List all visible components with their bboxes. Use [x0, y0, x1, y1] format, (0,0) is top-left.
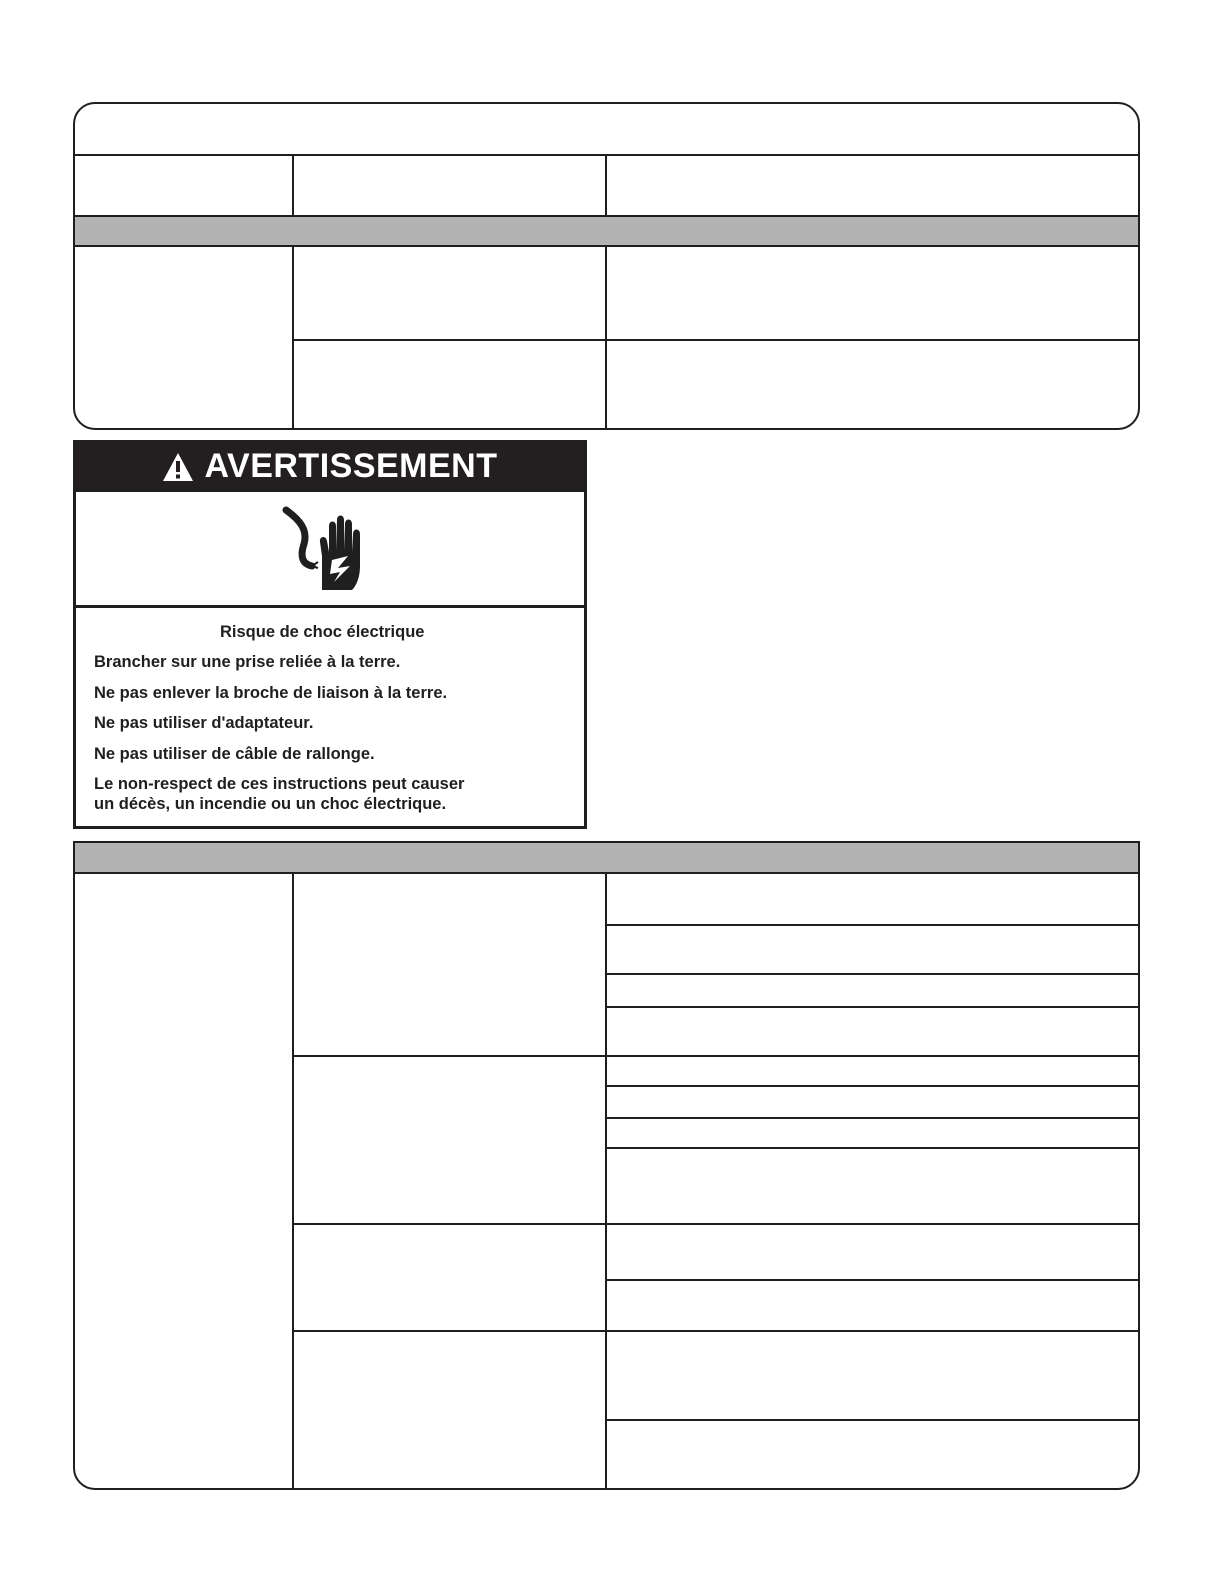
bottom-table-group-rule-3	[293, 1330, 1140, 1332]
warning-pictogram-area	[76, 490, 584, 608]
warning-label: AVERTISSEMENT	[204, 447, 498, 485]
warning-hazard-title: Risque de choc électrique	[220, 623, 425, 641]
top-table-col-divider-1-lower	[292, 246, 294, 429]
electric-shock-hand-icon	[278, 506, 370, 596]
top-table-col-divider-1	[292, 154, 294, 216]
bottom-table-group-rule-1	[293, 1055, 1140, 1057]
warning-consequence-line-1: Le non-respect de ces instructions peut causer	[94, 775, 465, 793]
bottom-table-subrow-rule	[606, 1085, 1140, 1087]
top-table-section-band	[73, 215, 1140, 247]
bottom-table-subrow-rule	[606, 1117, 1140, 1119]
top-table-col-divider-2-lower	[605, 246, 607, 429]
bottom-table-subrow-rule	[606, 1279, 1140, 1281]
bottom-table-subrow-rule	[606, 1419, 1140, 1421]
bottom-table-col-divider-1	[292, 873, 294, 1489]
bottom-table-section-band	[73, 841, 1140, 874]
warning-consequence-line-2: un décès, un incendie ou un choc électrique.	[94, 795, 447, 813]
warning-line-4: Ne pas utiliser de câble de rallonge.	[94, 745, 375, 763]
bottom-table-subrow-rule	[606, 973, 1140, 975]
warning-line-3: Ne pas utiliser d'adaptateur.	[94, 714, 314, 732]
top-table-row-rule	[293, 339, 1140, 341]
warning-box	[73, 440, 587, 829]
warning-header	[76, 443, 584, 490]
warning-line-2: Ne pas enlever la broche de liaison à la terre.	[94, 684, 448, 702]
bottom-table-group-rule-2	[293, 1223, 1140, 1225]
bottom-table-col-divider-2	[605, 873, 607, 1489]
bottom-table-subrow-rule	[606, 924, 1140, 926]
warning-line-1: Brancher sur une prise reliée à la terre.	[94, 653, 401, 671]
bottom-table-subrow-rule	[606, 1147, 1140, 1149]
warning-triangle-icon	[162, 452, 194, 482]
top-table-col-divider-2	[605, 154, 607, 216]
bottom-table-subrow-rule	[606, 1006, 1140, 1008]
